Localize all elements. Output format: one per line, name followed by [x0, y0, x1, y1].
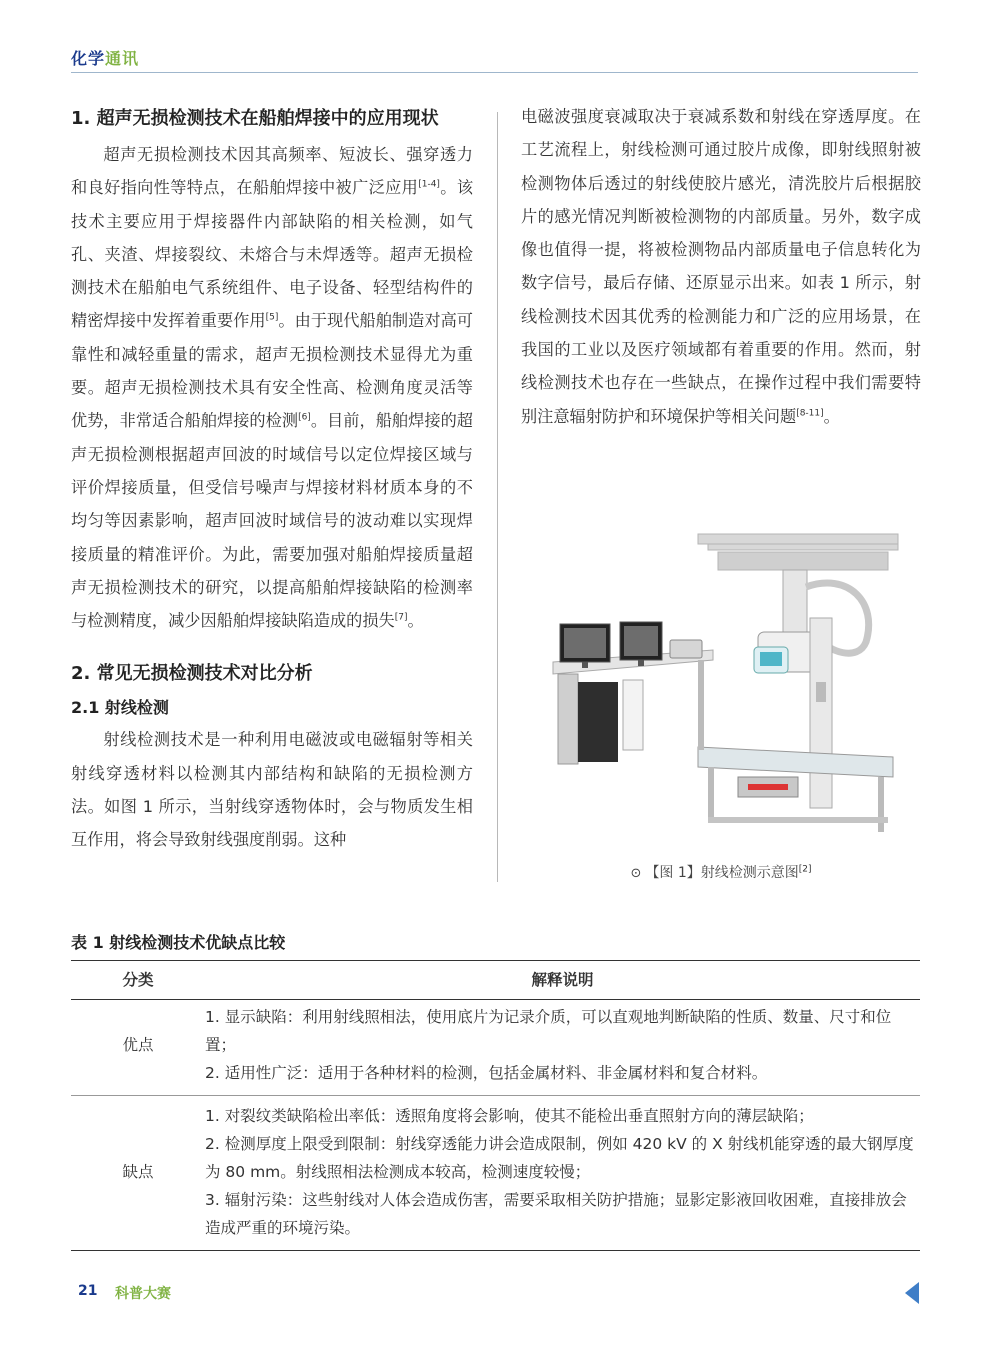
logo-part-2: 通讯 [105, 49, 140, 68]
section-2-1-paragraph: 射线检测技术是一种利用电磁波或电磁辐射等相关射线穿透材料以检测其内部结构和缺陷的无损检测方法。如图 1 所示，当射线穿透物体时，会与物质发生相互作用，将会导致射线强度削弱。这种 [71, 730, 473, 850]
citation: [6] [298, 412, 311, 423]
description-line: 1. 显示缺陷：利用射线照相法，使用底片为记录介质，可以直观地判断缺陷的性质、数量、尺寸和位置； [205, 1008, 892, 1054]
section-1-title: 1. 超声无损检测技术在船舶焊接中的应用现状 [71, 108, 439, 129]
footer-label: 科普大赛 [115, 1286, 171, 1302]
right-paragraph [521, 100, 921, 433]
right-column [521, 100, 921, 433]
figure-caption [521, 862, 921, 882]
description-cell [205, 1000, 920, 1096]
description-line: 2. 检测厚度上限受到限制：射线穿透能力讲会造成限制，例如 420 kV 的 X 射线机能穿透的最大钢厚度为 80 mm。射线照相法检测成本较高，检测速度较慢； [205, 1135, 914, 1181]
text-run: 。该技术主要应用于焊接器件内部缺陷的相关检测，如气孔、夹渣、焊接裂纹、未熔合与未焊透等。超声无损检测技术在船舶电气系统组件、电子设备、轻型结构件的精密焊接中发挥着重要作用 [71, 178, 474, 331]
section-1-paragraph [71, 138, 473, 637]
tube-column [783, 570, 807, 640]
description-line: 1. 对裂纹类缺陷检出率低：透照角度将会影响，使其不能检出垂直照射方向的薄层缺陷； [205, 1107, 814, 1125]
table-row [71, 1000, 920, 1096]
section-2-title: 2. 常见无损检测技术对比分析 [71, 663, 313, 685]
figure-marker-icon: ⊙ [630, 866, 642, 881]
description-cell [205, 1096, 920, 1251]
logo-part-1: 化学 [71, 49, 106, 68]
table-title: 表 1 射线检测技术优缺点比较 [71, 933, 286, 952]
page-number: 21 [78, 1283, 98, 1299]
monitor-right [620, 622, 662, 666]
text-run: 。 [407, 611, 424, 631]
ceiling-rail [698, 534, 898, 570]
tablet-console [670, 640, 702, 658]
journal-logo [71, 46, 139, 69]
text-run: 。由于现代船舶制造对高可靠性和减轻重量的需求，超声无损检测技术显得尤为重要。超声无损检测技术具有安全性高、检测角度灵活等优势，非常适合船舶焊接的检测 [71, 311, 473, 431]
table-header-row [71, 961, 920, 1000]
citation: [7] [394, 612, 408, 623]
category-cell: 优点 [71, 1000, 205, 1096]
text-run: 电磁波强度衰减取决于衰减系数和射线在穿透厚度。在工艺流程上，射线检测可通过胶片成像，即射线照射被检测物体后透过的射线使胶片感光，清洗胶片后根据胶片的感光情况判断被检测物的内部质量。另外，数字成像也值得一提，将被检测物品内部质量电子信息转化为数字信号，最后存储、还原显示出来。如表 1 所示，射线检测技术因其优秀的检测能力和广泛的应用场景，在我国的工业以及医疗领域都有着重要的作用。然而，射线检测技术也存在一些缺点，在操作过程中我们需要特别注意辐射防护和环境保护等相关问题 [521, 107, 921, 426]
category-cell: 缺点 [71, 1096, 205, 1251]
text-run: 。 [823, 406, 840, 426]
column-header: 分类 [71, 961, 205, 1000]
page-arrow-icon[interactable] [905, 1282, 919, 1304]
section-2-1-title: 2.1 射线检测 [71, 698, 169, 718]
column-divider [497, 112, 498, 882]
description-line: 3. 辐射污染：这些射线对人体会造成伤害，需要采取相关防护措施；显影定影液回收困难，直接排放会造成严重的环境污染。 [205, 1191, 907, 1237]
citation: [2] [798, 864, 812, 875]
header-divider [71, 72, 918, 73]
text-run: 。目前，船舶焊接的超声无损检测根据超声回波的时域信号以定位焊接区域与评价焊接质量，但受信号噪声与焊接材料材质本身的不均匀等因素影响，超声回波时域信号的波动难以实现焊接质量的精准评价。为此，需要加强对船舶焊接质量超声无损检测技术的研究，以提高船舶焊接缺陷的检测率与检测精度，减少因船舶焊接缺陷造成的损失 [71, 411, 473, 631]
citation: [1-4] [418, 179, 440, 190]
wall-stand [810, 618, 832, 808]
comparison-table [71, 960, 920, 1251]
description-line: 2. 适用性广泛：适用于各种材料的检测，包括金属材料、非金属材料和复合材料。 [205, 1064, 768, 1082]
left-column [71, 100, 473, 857]
column-header: 解释说明 [205, 961, 920, 1000]
monitor-left [560, 624, 610, 668]
table-row [71, 1096, 920, 1251]
xray-equipment-illustration [548, 532, 900, 842]
citation: [5] [265, 313, 279, 324]
citation: [8-11] [796, 408, 824, 419]
caption-text: 【图 1】射线检测示意图 [645, 865, 799, 881]
text-run: 超声无损检测技术因其高频率、短波长、强穿透力和良好指向性等特点，在船舶焊接中被广泛应用 [71, 145, 473, 198]
